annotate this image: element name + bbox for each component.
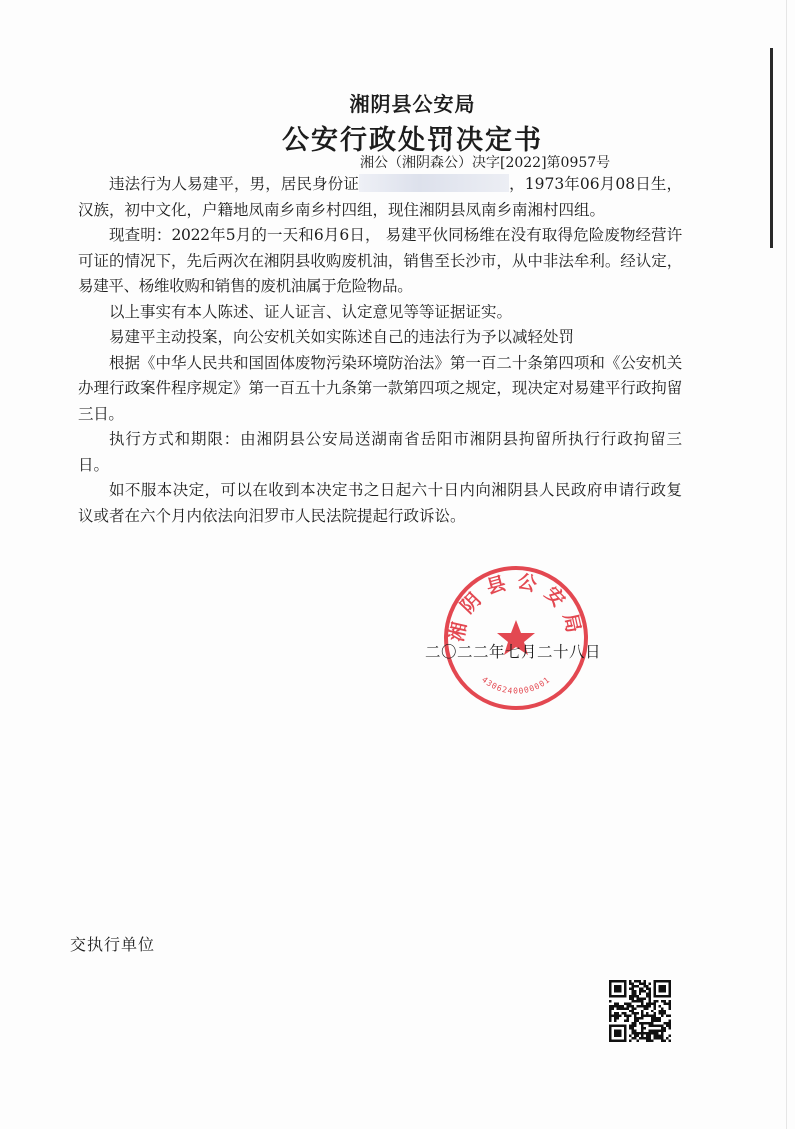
paragraph-mitigation: 易建平主动投案，向公安机关如实陈述自己的违法行为予以减轻处罚 bbox=[109, 328, 575, 346]
seal-code-text: 4306240000001 bbox=[480, 675, 552, 696]
executing-unit-label: 交执行单位 bbox=[70, 935, 156, 954]
redacted-id-number bbox=[359, 174, 509, 192]
document-number: 湘公（湘阴森公）决字[2022]第0957号 bbox=[360, 155, 611, 171]
seal-agency-text: 湘阴县公安局 bbox=[445, 570, 587, 644]
paragraph-findings: 现查明：2022年5月的一天和6月6日， 易建平伙同杨维在没有取得危险废物经营许可证的情况下，先后两次在湘阴县收购废机油，销售至长沙市，从中非法牟利。经认定，易建平、杨维收购和销售的废机油属于危险物品。 bbox=[78, 226, 682, 295]
offender-info-start: 违法行为人易建平，男，居民身份证 bbox=[109, 175, 359, 193]
paragraph-offender bbox=[78, 172, 682, 223]
paragraph-evidence: 以上事实有本人陈述、证人证言、认定意见等等证据证实。 bbox=[109, 302, 513, 321]
paragraph-legal-basis: 根据《中华人民共和国固体废物污染环境防治法》第一百二十条第四项和《公安机关办理行政案件程序规定》第一百五十九条第一款第四项之规定，现决定对易建平行政拘留三日。 bbox=[78, 353, 682, 423]
document-body bbox=[78, 172, 682, 529]
offender-info-end: ，1973年06月08日生，汉族，初中文化，户籍地凤南乡南乡村四组，现住湘阴县凤南乡南湘村四组。 bbox=[78, 175, 682, 219]
paragraph-appeal: 如不服本决定，可以在收到本决定书之日起六十日内向湘阴县人民政府申请行政复议或者在六个月内依法向汨罗市人民法院提起行政诉讼。 bbox=[78, 481, 682, 525]
decision-date: 二〇二二年七月二十八日 bbox=[425, 643, 602, 661]
paragraph-execution: 执行方式和期限：由湘阴县公安局送湖南省岳阳市湘阴县拘留所执行行政拘留三日。 bbox=[78, 430, 682, 474]
document-title: 公安行政处罚决定书 bbox=[282, 125, 543, 156]
qr-code-icon bbox=[609, 980, 671, 1042]
official-seal-icon bbox=[442, 564, 590, 712]
issuing-agency: 湘阴县公安局 bbox=[349, 92, 476, 116]
